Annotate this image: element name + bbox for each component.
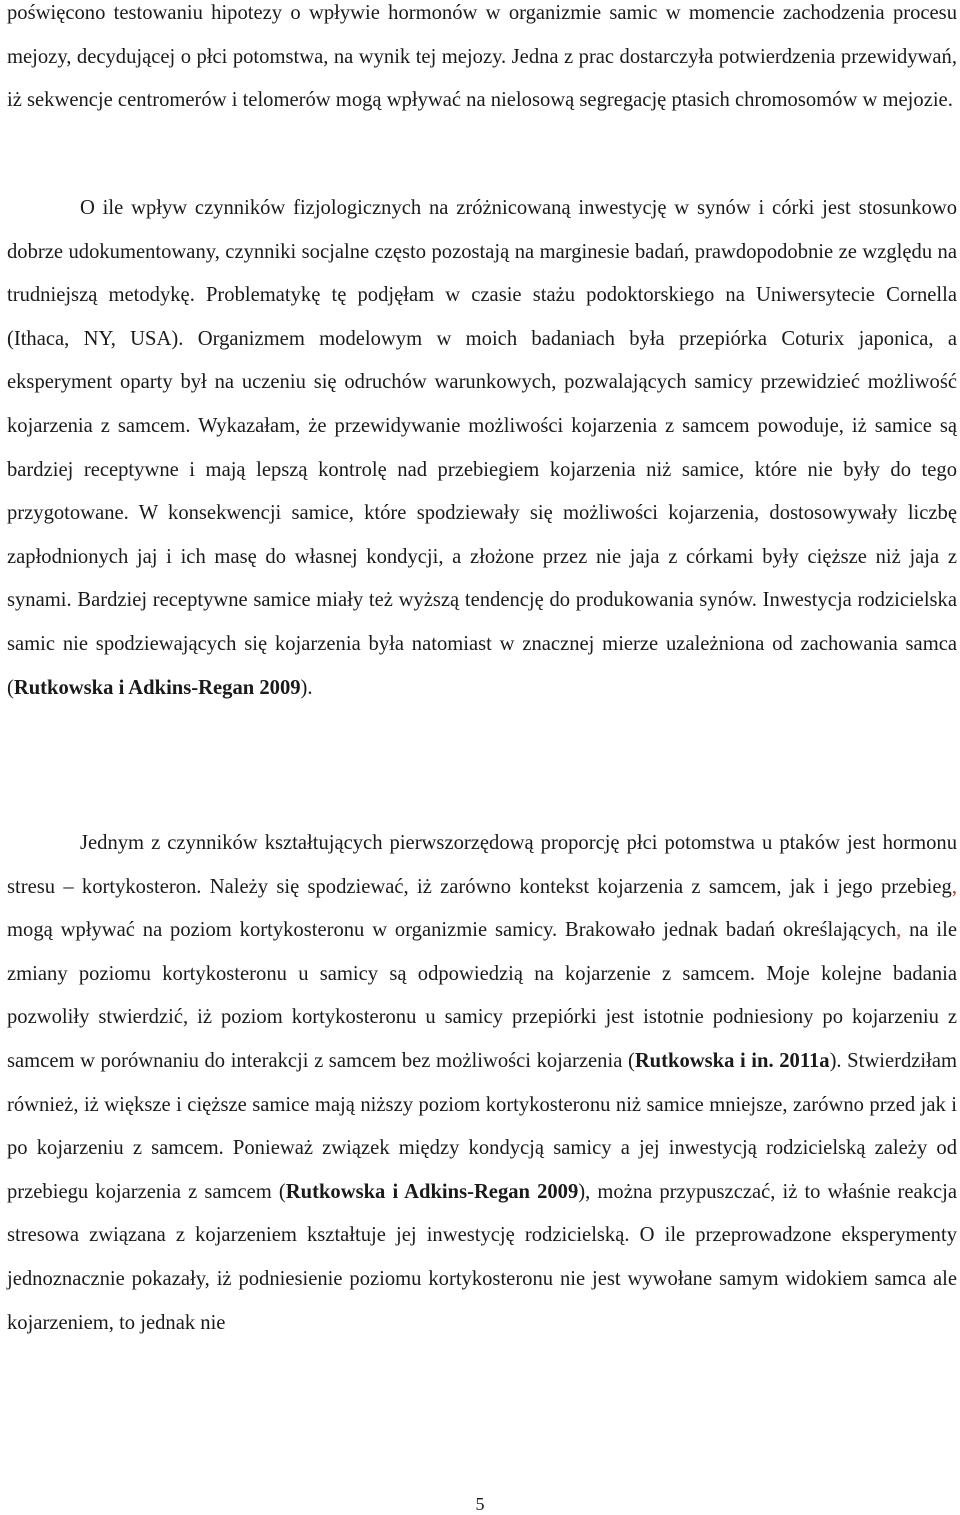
- paragraph-3-text-b: mogą wpływać na poziom kortykosteronu w organizmie samicy. Brakowało jednak badań określających: [7, 919, 897, 942]
- citation-rutkowska-adkins-regan-2009-b: Rutkowska i Adkins-Regan 2009: [285, 1180, 579, 1203]
- paragraph-3-text-e: ), można przypuszczać, iż to właśnie reakcja stresowa związana z kojarzeniem kształtuje jej inwestycję rodzicielską. O ile przeprowadzone eksperymenty jednoznacznie pokazały, iż podniesienie poziomu kortykosteronu nie jest wywołane samym widokiem samca ale kojarzeniem, to jednak nie: [7, 1180, 957, 1334]
- paragraph-3-red-comma-2: ,: [896, 919, 902, 942]
- paragraph-3-text-c: na ile zmiany poziomu kortykosteronu u samicy są odpowiedzią na kojarzenie z samcem. Moje kolejne badania pozwoliły stwierdzić, iż poziom kortykosteronu u samicy przepiórki jest istotnie podniesiony po kojarzeniu z samcem w porównaniu do interakcji z samcem bez możliwości kojarzenia (: [7, 919, 957, 1072]
- citation-rutkowska-2011a: Rutkowska i in. 2011a: [634, 1049, 830, 1072]
- paragraph-1-text: poświęcono testowaniu hipotezy o wpływie hormonów w organizmie samic w momencie zachodzenia procesu mejozy, decydującej o płci potomstwa, na wynik tej mejozy. Jedna z prac dostarczyła potwierdzenia przewidywań, iż sekwencje centromerów i telomerów mogą wpływać na nielosową segregację ptasich chromosomów w mejozie.: [7, 2, 957, 112]
- paragraph-3-text-d: ). Stwierdziłam również, iż większe i cięższe samice mają niższy poziom kortykosteronu niż samice mniejsze, zarówno przed jak i po kojarzeniu z samcem. Ponieważ związek między kondycją samicy a jej inwestycją rodzicielską zależy od przebiegu kojarzenia z samcem (: [7, 1049, 957, 1203]
- page-number: 5: [475, 1494, 485, 1514]
- paragraph-3: [7, 822, 957, 1345]
- paragraph-2-text-b: ).: [300, 676, 313, 699]
- paragraph-3-red-comma-1: ,: [951, 875, 957, 898]
- citation-rutkowska-adkins-regan-2009: Rutkowska i Adkins-Regan 2009: [13, 676, 301, 699]
- paragraph-2-text-a: O ile wpływ czynników fizjologicznych na zróżnicowaną inwestycję w synów i córki jest stosunkowo dobrze udokumentowany, czynniki socjalne często pozostają na marginesie badań, prawdopodobnie ze względu na trudniejszą metodykę. Problematykę tę podjęłam w czasie stażu podoktorskiego na Uniwersytecie Cornella (Ithaca, NY, USA). Organizmem modelowym w moich badaniach była przepiórka Coturix japonica, a eksperyment oparty był na uczeniu się odruchów warunkowych, pozwalających samicy przewidzieć możliwość kojarzenia z samcem. Wykazałam, że przewidywanie możliwości kojarzenia z samcem powoduje, iż samice są bardziej receptywne i mają lepszą kontrolę nad przebiegiem kojarzenia niż samice, które nie były do tego przygotowane. W konsekwencji samice, które spodziewały się możliwości kojarzenia, dostosowywały liczbę zapłodnionych jaj i ich masę do własnej kondycji, a złożone przez nie jaja z córkami były cięższe niż jaja z synami. Bardziej receptywne samice miały też wyższą tendencję do produkowania synów. Inwestycja rodzicielska samic nie spodziewających się kojarzenia była natomiast w znacznej mierze uzależniona od zachowania samca (: [7, 197, 957, 699]
- paragraph-3-text-a: Jednym z czynników kształtujących pierwszorzędową proporcję płci potomstwa u ptaków jest hormonu stresu – kortykosteron. Należy się spodziewać, iż zarówno kontekst kojarzenia z samcem, jak i jego przebieg: [7, 832, 957, 898]
- paragraph-1: [7, 0, 957, 123]
- paragraph-2: [7, 187, 957, 710]
